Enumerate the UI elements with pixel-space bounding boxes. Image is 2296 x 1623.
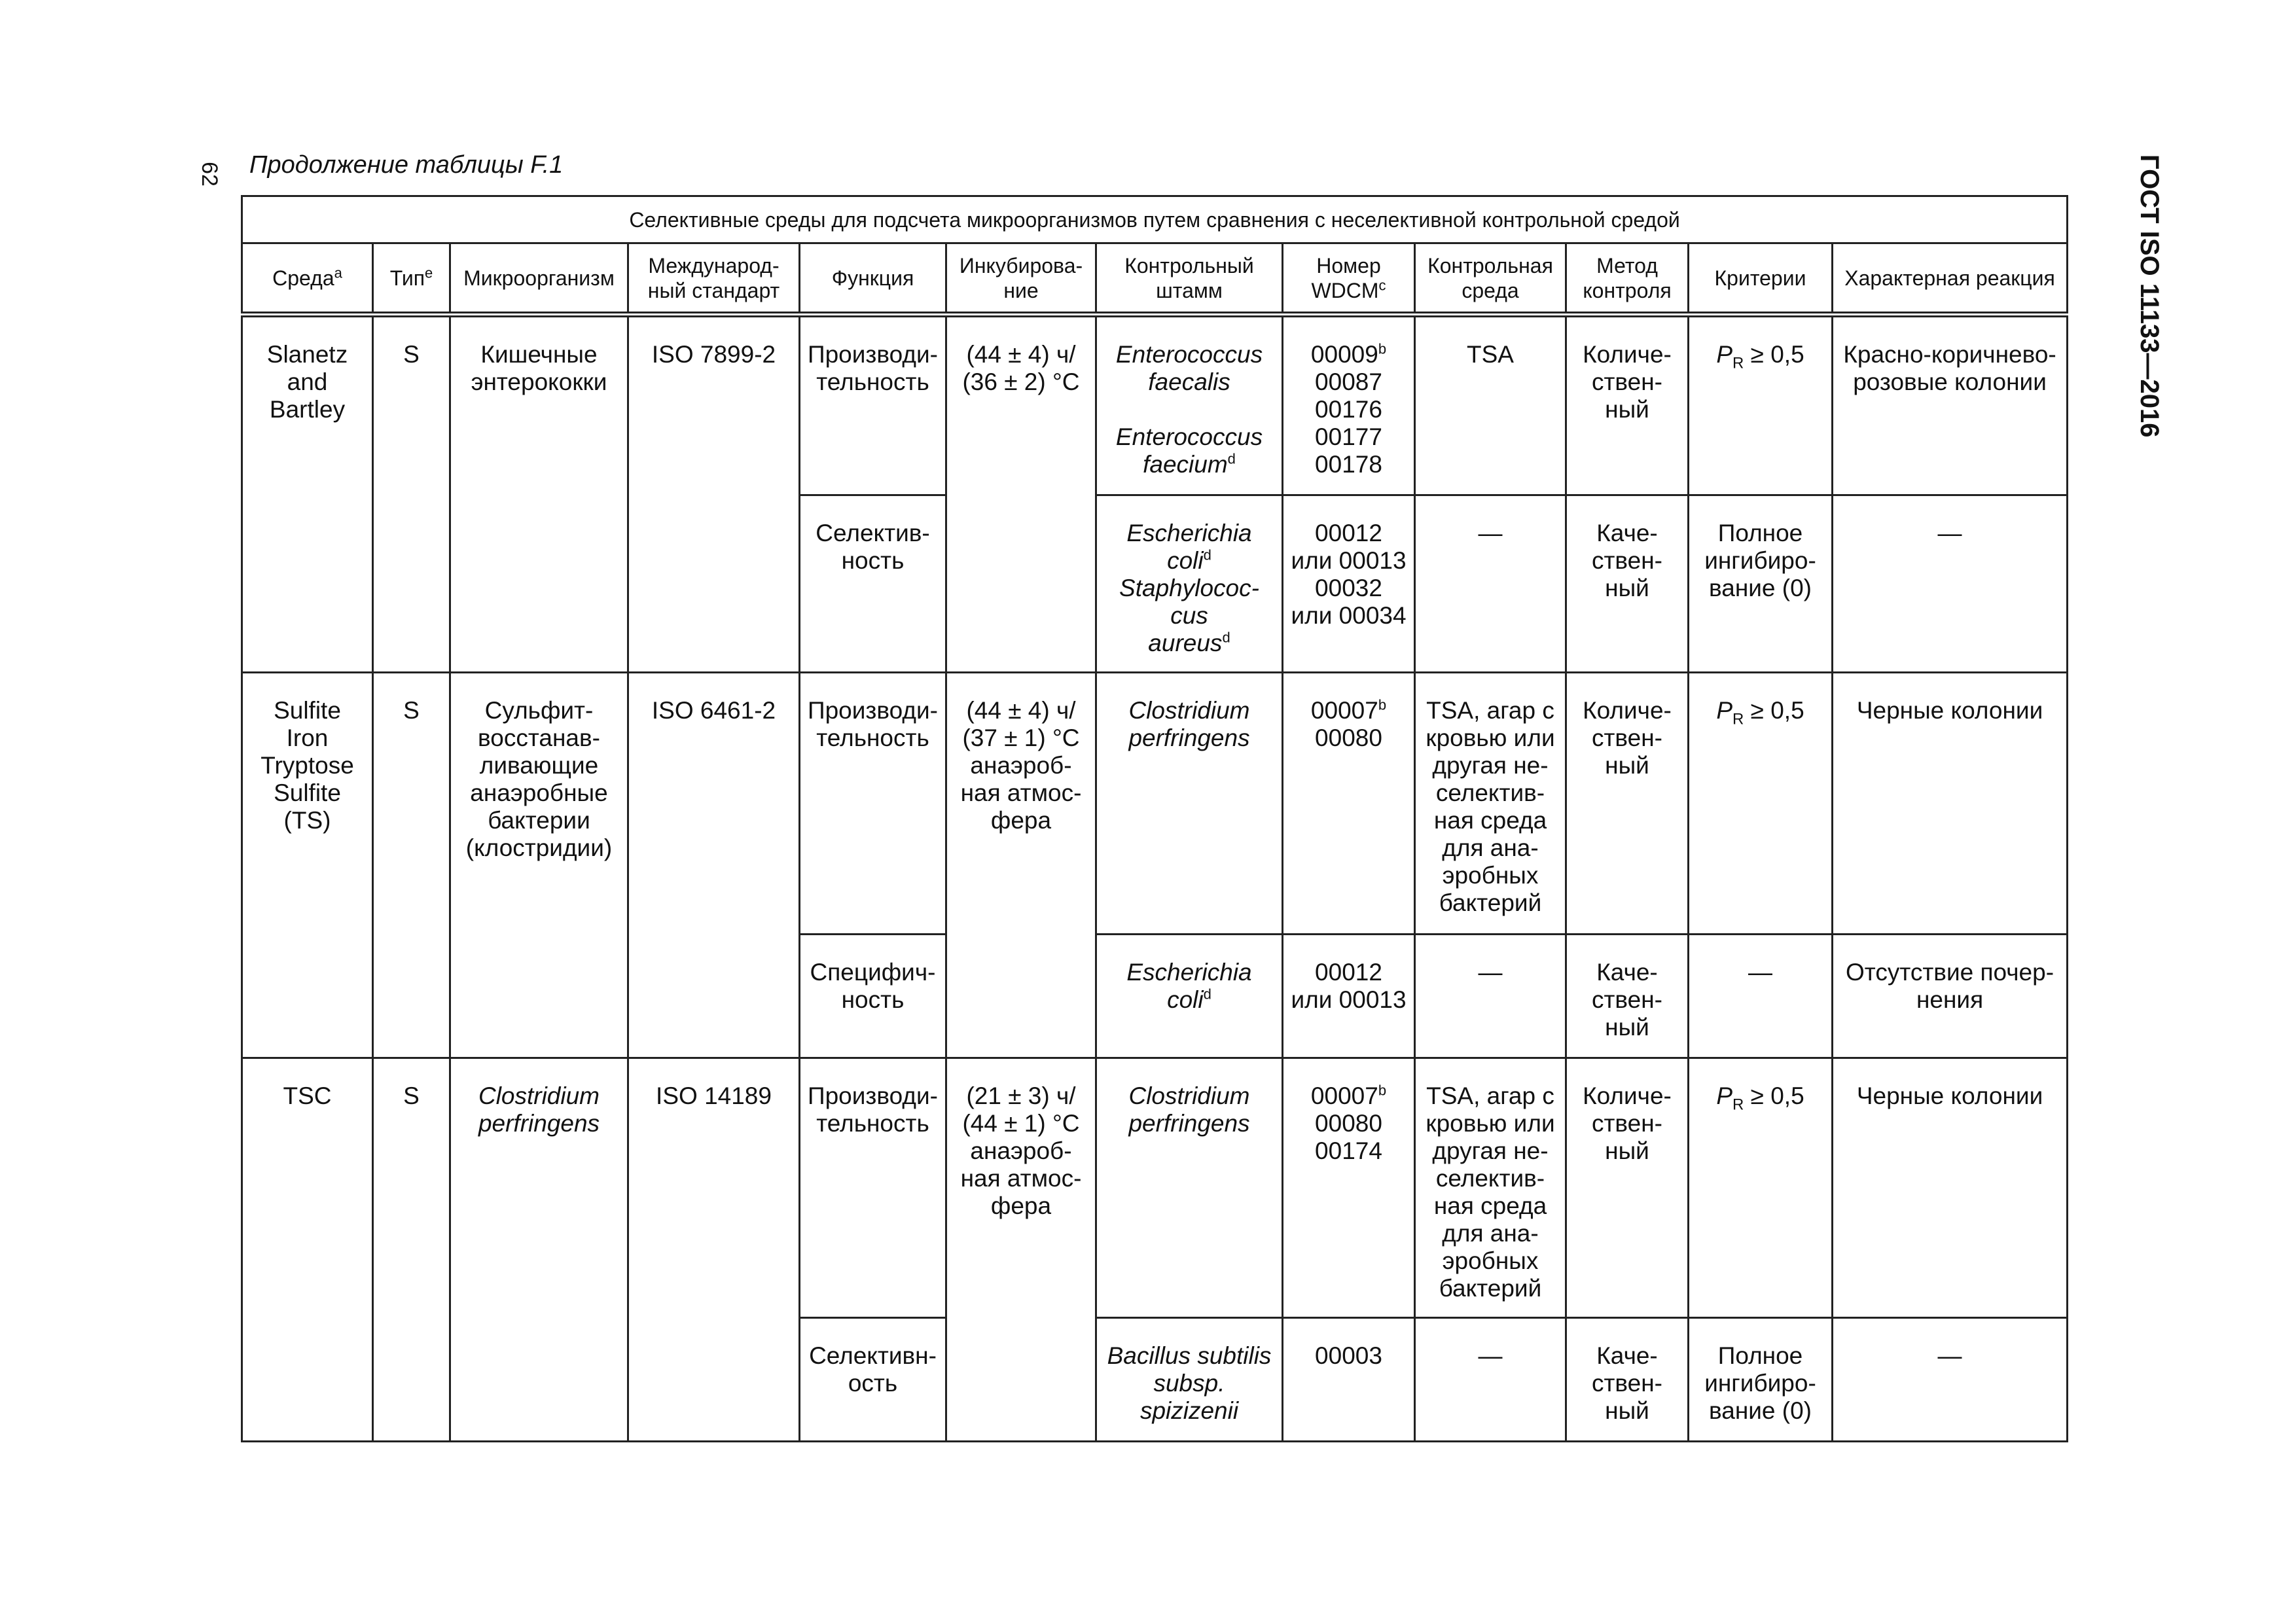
wdcm-cell: 00012 или 00013 00032 или 00034 [1283,495,1415,673]
wdcm-cell: 00009$^b$ 00087 00176 00177 00178 [1283,315,1415,495]
criteria-cell: — [1689,934,1833,1058]
control-strain-cell: Escherichia coli$^d$ [1096,934,1283,1058]
wdcm-cell: 00007$^b$ 00080 [1283,673,1415,934]
standard-cell: ISO 6461-2 [628,673,800,1058]
standard-cell: ISO 7899-2 [628,315,800,673]
table-title: Селективные среды для подсчета микроорганизмов путем сравнения с неселективной контрольной средой [242,196,2068,243]
medium-cell: TSC [242,1058,373,1441]
incubation-cell: (44 ± 4) ч/ (36 ± 2) °С [946,315,1096,673]
table-caption: Продолжение таблицы F.1 [249,151,564,179]
reaction-cell: — [1833,1317,2068,1441]
table-row [242,673,2068,934]
control-strain-cell: Clostridium perfringens [1096,673,1283,934]
reaction-cell: Черные колонии [1833,1058,2068,1317]
control-method-cell: Количе- ствен- ный [1566,1058,1689,1317]
header-control-medium: Контрольная среда [1415,243,1566,315]
control-medium-cell: TSA, агар с кровью или другая не- селектив- ная среда для ана- эробных бактерий [1415,673,1566,934]
criteria-cell: Полное ингибиро- вание (0) [1689,1317,1833,1441]
reaction-cell: Красно-коричнево- розовые колонии [1833,315,2068,495]
table-title-row [242,196,2068,243]
header-medium: Среда$^a$ [242,243,373,315]
function-cell: Производи- тельность [800,315,946,495]
function-cell: Производи- тельность [800,673,946,934]
control-method-cell: Количе- ствен- ный [1566,315,1689,495]
control-method-cell: Каче- ствен- ный [1566,1317,1689,1441]
medium-cell: Slanetz and Bartley [242,315,373,673]
header-control-method: Метод контроля [1566,243,1689,315]
control-strain-cell: Enterococcus faecalis Enterococcus faecium$^d$ [1096,315,1283,495]
header-row [242,243,2068,315]
page-number: 62 [197,162,222,187]
type-cell: S [373,1058,450,1441]
function-cell: Селектив- ность [800,495,946,673]
header-function: Функция [800,243,946,315]
control-strain-cell: Escherichia coli$^d$ Staphylococ- cus aureus$^d$ [1096,495,1283,673]
control-medium-cell: — [1415,1317,1566,1441]
header-control-strain: Контрольный штамм [1096,243,1283,315]
control-medium-cell: TSA [1415,315,1566,495]
reaction-cell: — [1833,495,2068,673]
type-cell: S [373,315,450,673]
control-method-cell: Каче- ствен- ный [1566,495,1689,673]
type-cell: S [373,673,450,1058]
criteria-cell: Полное ингибиро- вание (0) [1689,495,1833,673]
function-cell: Селективн- ость [800,1317,946,1441]
function-cell: Производи- тельность [800,1058,946,1317]
function-cell: Специфич- ность [800,934,946,1058]
header-incubation: Инкубирова- ние [946,243,1096,315]
standard-cell: ISO 14189 [628,1058,800,1441]
criteria-cell: $P_R \ge 0,5$ [1689,1058,1833,1317]
organism-cell: Кишечные энтерококки [450,315,628,673]
medium-cell: Sulfite Iron Tryptose Sulfite (TS) [242,673,373,1058]
control-method-cell: Количе- ствен- ный [1566,673,1689,934]
criteria-cell: $P_R \ge 0,5$ [1689,673,1833,934]
control-strain-cell: Bacillus subtilis subsp. spizizenii [1096,1317,1283,1441]
control-medium-cell: — [1415,495,1566,673]
organism-cell: Clostridium perfringens [450,1058,628,1441]
incubation-cell: (44 ± 4) ч/ (37 ± 1) °С анаэроб- ная атмос- фера [946,673,1096,1058]
header-wdcm-number: Номер WDCM$^c$ [1283,243,1415,315]
table-row [242,1058,2068,1317]
incubation-cell: (21 ± 3) ч/ (44 ± 1) °С анаэроб- ная атмос- фера [946,1058,1096,1441]
table-row [242,315,2068,495]
control-medium-cell: TSA, агар с кровью или другая не- селектив- ная среда для ана- эробных бактерий [1415,1058,1566,1317]
criteria-cell: $P_R \ge 0,5$ [1689,315,1833,495]
header-criteria: Критерии [1689,243,1833,315]
header-standard: Международ- ный стандарт [628,243,800,315]
reaction-cell: Отсутствие почер- нения [1833,934,2068,1058]
control-medium-cell: — [1415,934,1566,1058]
wdcm-cell: 00012 или 00013 [1283,934,1415,1058]
header-characteristic-reaction: Характерная реакция [1833,243,2068,315]
header-type: Тип$^e$ [373,243,450,315]
header-organism: Микроорганизм [450,243,628,315]
reaction-cell: Черные колонии [1833,673,2068,934]
control-strain-cell: Clostridium perfringens [1096,1058,1283,1317]
control-method-cell: Каче- ствен- ный [1566,934,1689,1058]
media-table [241,195,2068,1442]
document-standard-title: ГОСТ ISO 11133—2016 [2135,154,2164,438]
organism-cell: Сульфит- восстанав- ливающие анаэробные бактерии (клостридии) [450,673,628,1058]
wdcm-cell: 00007$^b$ 00080 00174 [1283,1058,1415,1317]
wdcm-cell: 00003 [1283,1317,1415,1441]
